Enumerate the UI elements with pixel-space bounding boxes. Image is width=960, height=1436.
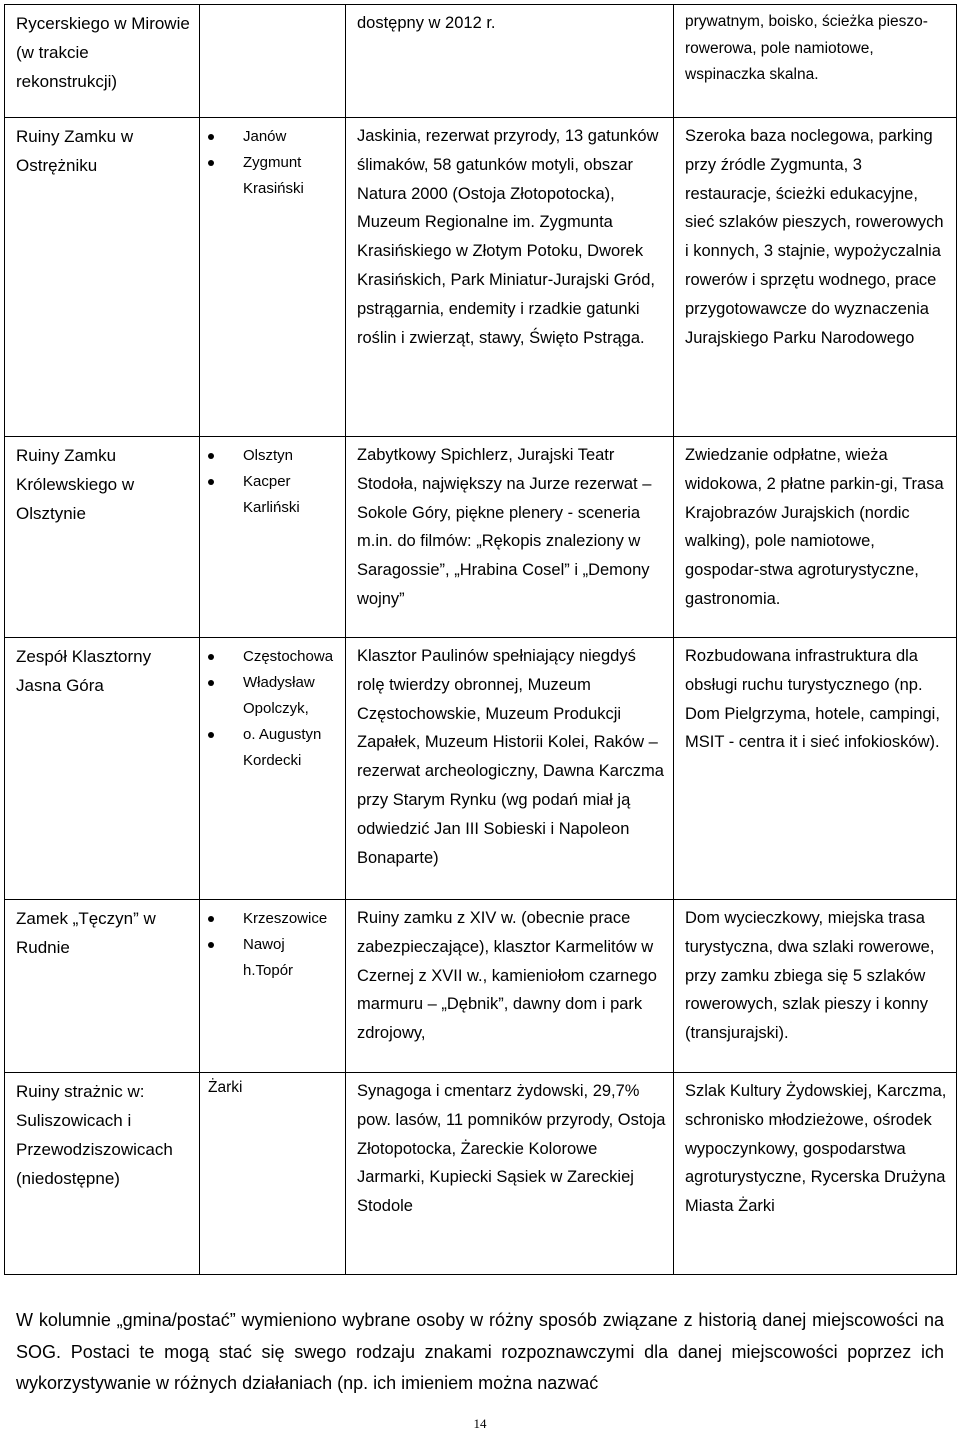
list-item: o. Augustyn Kordecki	[208, 722, 341, 774]
attractions-text: Klasztor Paulinów spełniający niegdyś rolę twierdzy obronnej, Muzeum Częstochowskie, Muzeum Produkcji Zapałek, Muzeum Historii Kolei, Raków – rezerwat archeologiczny, Dawna Karczma przy Starym Rynku (wg podań miał ją odwiedzić Jan III Sobieski i Napoleon Bonaparte)	[357, 647, 664, 867]
attractions-table	[4, 4, 957, 1275]
people-list	[200, 638, 345, 774]
people-list	[200, 437, 345, 521]
table-row	[5, 1073, 957, 1275]
bullet-icon	[208, 453, 214, 459]
list-item: Zygmunt Krasiński	[208, 150, 341, 202]
bullet-icon	[208, 654, 214, 660]
infrastructure-text: Szeroka baza noclegowa, parking przy źródle Zygmunta, 3 restauracje, ścieżki edukacyjne, sieć szlaków pieszych, rowerowych i konnych, 3 stajnie, wypożyczalnia rowerów i sprzętu wodnego, prace przygotowawcze do wyznaczenia Jurajskiego Parku Narodowego	[685, 127, 944, 347]
infrastructure-text: Zwiedzanie odpłatne, wieża widokowa, 2 płatne parkin-gi, Trasa Krajobrazów Jurajskich (nordic walking), pole namiotowe, gospodar-stwa agroturystyczne, gastronomia.	[685, 446, 944, 608]
table-row	[5, 638, 957, 900]
bullet-icon	[208, 479, 214, 485]
site-name: Zespół Klasztorny Jasna Góra	[16, 647, 152, 695]
list-item: Olsztyn	[208, 443, 341, 469]
attractions-text: Synagoga i cmentarz żydowski, 29,7% pow. lasów, 11 pomników przyrody, Ostoja Złotopotocka, Żareckie Kolorowe Jarmarki, Kupiecki Sąsiek w Zareckiej Stodole	[357, 1082, 666, 1216]
bullet-icon	[208, 160, 214, 166]
people-list	[200, 118, 345, 202]
table-row	[5, 437, 957, 638]
list-item: Janów	[208, 124, 341, 150]
attractions-text: Jaskinia, rezerwat przyrody, 13 gatunków ślimaków, 58 gatunków motyli, obszar Natura 2000 (Ostoja Złotopotocka), Muzeum Regionalne im. Zygmunta Krasińskiego w Złotym Potoku, Dworek Krasińskich, Park Miniatur-Jurajski Gród, pstrągarnia, endemity i rzadkie gatunki roślin i zwierząt, stawy, Święto Pstrąga.	[357, 127, 659, 347]
table-row	[5, 5, 957, 118]
bullet-icon	[208, 916, 214, 922]
bullet-icon	[208, 732, 214, 738]
bullet-icon	[208, 680, 214, 686]
list-item: Władysław Opolczyk,	[208, 670, 341, 722]
people-list: Żarki	[208, 1079, 243, 1096]
site-name: Rycerskiego w Mirowie (w trakcie rekonstrukcji)	[16, 14, 190, 91]
infrastructure-text: Rozbudowana infrastruktura dla obsługi ruchu turystycznego (np. Dom Pielgrzyma, hotele, campingi, MSIT - centra it i sieć infokiosków).	[685, 647, 940, 752]
infrastructure-text: Dom wycieczkowy, miejska trasa turystyczna, dwa szlaki rowerowe, przy zamku zbiega się 5 szlaków rowerowych, szlak pieszy i konny (transjurajski).	[685, 909, 935, 1043]
list-item: Krzeszowice	[208, 906, 341, 932]
table-row	[5, 118, 957, 437]
site-name: Ruiny Zamku w Ostrężniku	[16, 127, 134, 175]
list-item: h.Topór	[243, 962, 294, 979]
page-number: 14	[473, 1416, 487, 1431]
people-cell	[200, 5, 346, 118]
body-paragraph: W kolumnie „gmina/postać” wymieniono wybrane osoby w różny sposób związane z historią danej miejscowości na SOG. Postaci te mogą stać się swego rodzaju znakami rozpoznawczymi dla danej miejscowości poprzez ich wykorzystywanie w różnych działaniach (np. ich imieniem można nazwać	[16, 1310, 944, 1393]
infrastructure-text: prywatnym, boisko, ścieżka pieszo-rowerowa, pole namiotowe, wspinaczka skalna.	[685, 13, 928, 83]
table-row	[5, 900, 957, 1073]
list-item: Kacper Karliński	[208, 469, 341, 521]
attractions-text: Zabytkowy Spichlerz, Jurajski Teatr Stodoła, największy na Jurze rezerwat – Sokole Góry, piękne plenery - sceneria m.in. do filmów: „Rękopis znaleziony w Saragossie”, „Hrabina Cosel” i „Demony wojny”	[357, 446, 652, 608]
list-item: Częstochowa	[208, 644, 341, 670]
attractions-text: dostępny w 2012 r.	[357, 14, 496, 32]
list-item: Nawoj	[208, 932, 341, 958]
people-list	[200, 900, 345, 984]
bullet-icon	[208, 134, 214, 140]
attractions-text: Ruiny zamku z XIV w. (obecnie prace zabezpieczające), klasztor Karmelitów w Czernej z XVII w., kamieniołom czarnego marmuru – „Dębnik”, dawny dom i park zdrojowy,	[357, 909, 657, 1043]
site-name: Zamek „Tęczyn” w Rudnie	[16, 909, 156, 957]
site-name: Ruiny strażnic w: Suliszowicach i Przewodziszowicach (niedostępne)	[16, 1082, 173, 1188]
bullet-icon	[208, 942, 214, 948]
site-name: Ruiny Zamku Królewskiego w Olsztynie	[16, 446, 135, 523]
infrastructure-text: Szlak Kultury Żydowskiej, Karczma, schronisko młodzieżowe, ośrodek wypoczynkowy, gospodarstwa agroturystyczne, Rycerska Drużyna Miasta Żarki	[685, 1082, 947, 1216]
